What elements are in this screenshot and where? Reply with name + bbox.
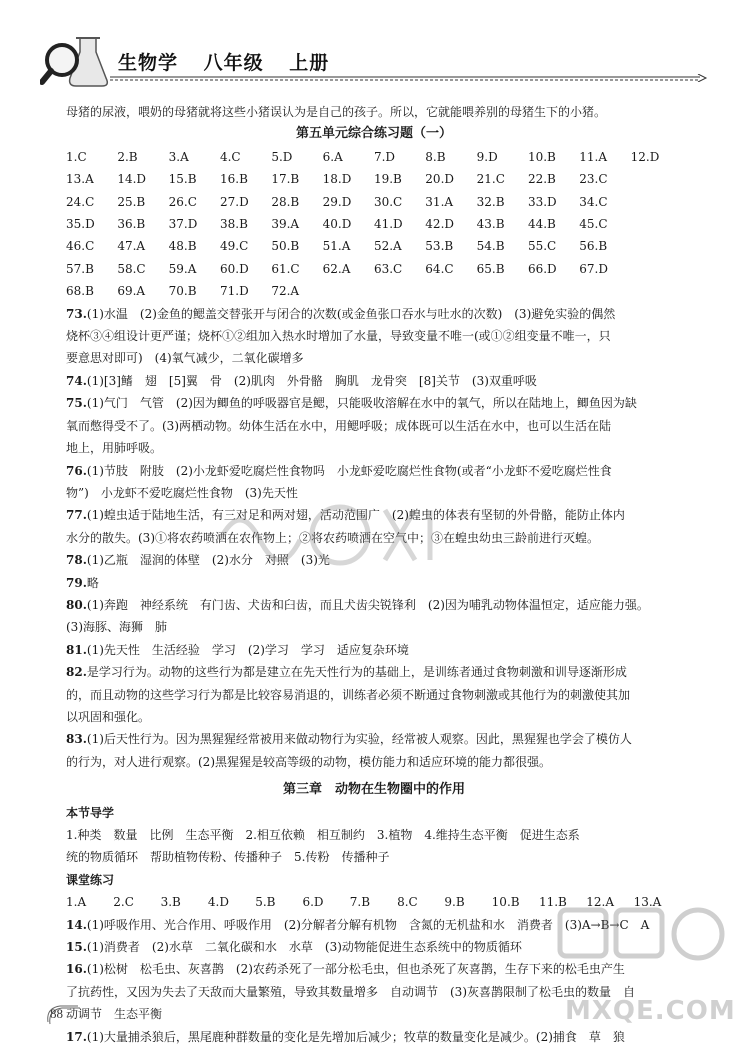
- practice-mc-answer: 9.B: [444, 895, 465, 910]
- answer-text: (1)水温 (2)金鱼的鳃盖交替张开与闭合的次数(或金鱼张口吞水与吐水的次数) (3)避免实验的偶然: [86, 306, 616, 321]
- mc-row: [66, 146, 682, 168]
- answer-line: [66, 325, 682, 347]
- answer-text: 了抗药性，又因为失去了天敌而大量繁殖，导致其数量增多 自动调节 (3)灰喜鹊限制了松毛虫的数量 自: [66, 984, 636, 999]
- answer-text: 氧而憋得受不了。(3)两栖动物。幼体生活在水中，用鳃呼吸；成体既可以生活在水中，也可以生活在陆: [66, 418, 612, 433]
- question-number: 15.: [66, 940, 87, 955]
- answer-line: [66, 303, 682, 325]
- mc-answer: [631, 168, 682, 190]
- mc-answer: 46.C: [66, 239, 95, 254]
- mc-answer: 57.B: [66, 261, 94, 276]
- grade-label: 八年级: [203, 52, 264, 74]
- answer-line: [66, 549, 682, 571]
- answer-line: [66, 347, 682, 369]
- answer-text: 水分的散失。(3)①将农药喷洒在农作物上；②将农药喷洒在空气中；③在蝗虫幼虫三龄前进行灭蝗。: [66, 530, 600, 545]
- answer-line: [66, 437, 682, 459]
- mc-answer: 66.D: [527, 261, 557, 276]
- answer-line: [66, 460, 682, 482]
- header-rule: [110, 74, 710, 82]
- mc-row: [66, 213, 682, 235]
- answer-text: (1)[3]鳍 翅 [5]翼 骨 (2)肌肉 外骨骼 胸肌 龙骨突 [8]关节 (3)双重呼吸: [86, 373, 537, 388]
- mc-row: [66, 168, 682, 190]
- mc-answer: 2.B: [117, 149, 138, 164]
- mc-answer: 1.C: [66, 149, 87, 164]
- mc-answer: 62.A: [322, 261, 351, 276]
- mc-answer: 61.C: [271, 261, 300, 276]
- mc-answer: [323, 280, 374, 302]
- intro-line: 母猪的尿液，喂奶的母猪就将这些小猪误认为是自己的孩子。所以，它就能喂养别的母猪生下的小猪。: [66, 105, 607, 119]
- mc-answer: 70.B: [168, 284, 197, 299]
- answer-text: (1)气门 气管 (2)因为鲫鱼的呼吸器官是鳃，只能吸收溶解在水中的氧气，所以在陆地上，鲫鱼因为缺: [86, 396, 637, 411]
- practice-mc-answer: 8.C: [397, 895, 418, 910]
- mc-answer: 60.D: [219, 261, 249, 276]
- mc-answer: 26.C: [168, 194, 197, 209]
- mc-answer: 10.B: [527, 149, 556, 164]
- answer-text: (1)蝗虫适于陆地生活，有三对足和两对翅，活动范围广 (2)蝗虫的体表有坚韧的外骨骼，能防止体内: [86, 508, 625, 523]
- answer-text: 地上，用肺呼吸。: [66, 441, 163, 456]
- page-header: [0, 0, 744, 96]
- mc-answer: 17.B: [271, 172, 300, 187]
- mc-answer: 47.A: [117, 239, 146, 254]
- answer-text: 的行为，对人进行观察。(2)黑猩猩是较高等级的动物，模仿能力和适应环境的能力都很强。: [66, 754, 552, 769]
- section-title-chapter3: 第三章 动物在生物圈中的作用: [282, 782, 465, 798]
- answer-text: 的，而且动物的这些学习行为都是比较容易消退的，训练者必须不断通过食物刺激或其他行为的刺激使其加: [66, 687, 631, 702]
- volume-label: 上册: [289, 52, 330, 74]
- answer-line: [66, 914, 682, 936]
- mc-answer: 39.A: [271, 217, 300, 232]
- mc-answer: 63.C: [373, 261, 403, 276]
- mc-answer: 18.D: [322, 172, 352, 187]
- mc-answer: 7.D: [373, 149, 396, 164]
- answer-text: 动调节 生态平衡: [66, 1007, 163, 1022]
- mc-row: [66, 191, 682, 213]
- mc-answer: 40.D: [322, 217, 352, 232]
- practice-mc-answer: 6.D: [302, 895, 324, 910]
- mc-answer: 20.D: [425, 172, 455, 187]
- answer-line: [66, 392, 682, 414]
- section-title-unit5: 第五单元综合练习题（一）: [295, 126, 452, 142]
- guide-label: 本节导学: [66, 805, 115, 820]
- mc-answer: 29.D: [322, 194, 352, 209]
- answer-text: (1)大量捕杀狼后，黑尾鹿种群数量的变化是先增加后减少；牧草的数量变化是减少。(2)捕食 草 狼: [86, 1029, 625, 1044]
- mc-answer: 27.D: [219, 194, 249, 209]
- practice-mc-answer: 7.B: [349, 895, 371, 910]
- question-number: 78.: [66, 553, 87, 568]
- question-number: 80.: [66, 597, 87, 612]
- subject-label: 生物学: [118, 52, 179, 74]
- question-number: 74.: [66, 373, 87, 388]
- guide-line: 1.种类 数量 比例 生态平衡 2.相互依赖 相互制约 3.植物 4.维持生态平衡 促进生态系: [66, 828, 580, 842]
- mc-answer: 54.B: [476, 239, 505, 254]
- question-number: 14.: [66, 917, 87, 932]
- mc-answer: [477, 280, 528, 302]
- question-number: 16.: [66, 962, 87, 977]
- mc-answer: 30.C: [373, 194, 403, 209]
- practice-mc-row: [66, 891, 682, 913]
- mc-answer: [631, 280, 682, 302]
- mc-answer: 72.A: [271, 284, 300, 299]
- mc-answer: 32.B: [476, 194, 505, 209]
- mc-answer: 25.B: [117, 194, 146, 209]
- answer-text: 略: [86, 575, 99, 590]
- mc-answer: 5.D: [271, 149, 293, 164]
- answer-line: [66, 728, 682, 750]
- practice-mc-answer: 3.B: [160, 895, 181, 910]
- answer-text: (1)后天性行为。因为黑猩猩经常被用来做动物行为实验，经常被人观察。因此，黑猩猩也学会了模仿人: [86, 732, 632, 747]
- answer-line: [66, 594, 682, 616]
- mc-answer: 48.B: [168, 239, 197, 254]
- mc-answer: [528, 280, 579, 302]
- answer-line: [66, 370, 682, 392]
- mc-answer: 8.B: [425, 149, 446, 164]
- question-number: 82.: [66, 665, 87, 680]
- mc-answer: 69.A: [117, 284, 146, 299]
- answer-text: 物”) 小龙虾不爱吃腐烂性食物 (3)先天性: [66, 485, 298, 500]
- mc-answer: 35.D: [66, 217, 95, 232]
- answer-text: 以巩固和强化。: [66, 709, 151, 724]
- mc-answer: [374, 280, 425, 302]
- mc-answer: [631, 213, 682, 235]
- answer-line: [66, 751, 682, 773]
- answer-line: [66, 527, 682, 549]
- answer-text: (3)海豚、海狮 肺: [66, 620, 167, 635]
- mc-row: [66, 280, 682, 302]
- mc-answer: 24.C: [66, 194, 95, 209]
- book-title: [118, 48, 347, 75]
- practice-mc-answer: 4.D: [207, 895, 229, 910]
- answer-line: [66, 936, 682, 958]
- question-number: 75.: [66, 396, 87, 411]
- mc-answer: 11.A: [579, 149, 608, 164]
- mc-answer: 16.B: [219, 172, 248, 187]
- practice-mc-answer: 13.A: [633, 895, 662, 910]
- mc-answer: 36.B: [117, 217, 146, 232]
- answer-text: (1)松树 松毛虫、灰喜鹊 (2)农药杀死了一部分松毛虫，但也杀死了灰喜鹊，生存下来的松毛虫产生: [86, 962, 625, 977]
- mc-answer: 49.C: [219, 239, 249, 254]
- mc-answer: [631, 191, 682, 213]
- answer-line: [66, 706, 682, 728]
- mc-answer: 64.C: [425, 261, 454, 276]
- magnifier-flask-icon: [40, 30, 112, 94]
- mc-answer: 21.C: [476, 172, 505, 187]
- mc-answer: 12.D: [630, 149, 660, 164]
- question-number: 17.: [66, 1029, 87, 1044]
- mc-answer: [631, 235, 682, 257]
- question-number: 77.: [66, 508, 87, 523]
- question-number: 73.: [66, 306, 87, 321]
- mc-answer: 33.D: [527, 194, 557, 209]
- mc-answer: 22.B: [527, 172, 556, 187]
- answer-text: (1)乙瓶 湿润的体壁 (2)水分 对照 (3)光: [86, 553, 330, 568]
- mc-answer: 28.B: [271, 194, 300, 209]
- answer-line: [66, 482, 682, 504]
- answer-line: [66, 616, 682, 638]
- mc-answer: 68.B: [66, 284, 94, 299]
- practice-mc-answer: 1.A: [66, 895, 87, 910]
- page-number: [50, 1006, 63, 1022]
- answer-line: [66, 415, 682, 437]
- answer-line: [66, 1026, 682, 1048]
- answer-line: [66, 639, 682, 661]
- mc-answer: 59.A: [168, 261, 197, 276]
- practice-mc-answer: 12.A: [586, 895, 615, 910]
- mc-answer: 6.A: [322, 149, 343, 164]
- answer-line: [66, 504, 682, 526]
- mc-answer: 34.C: [579, 194, 608, 209]
- mc-answer: 38.B: [219, 217, 248, 232]
- guide-answers: [66, 824, 682, 869]
- answer-line: [66, 958, 682, 980]
- mc-row: [66, 235, 682, 257]
- answer-line: [66, 684, 682, 706]
- question-number: 79.: [66, 575, 87, 590]
- answer-text: (1)节肢 附肢 (2)小龙虾爱吃腐烂性食物吗 小龙虾爱吃腐烂性食物(或者“小龙虾不爱吃腐烂性食: [86, 463, 612, 478]
- mc-answer: 45.C: [579, 217, 608, 232]
- answer-text: (1)奔跑 神经系统 有门齿、犬齿和臼齿，而且犬齿尖锐锋利 (2)因为哺乳动物体温恒定，适应能力强。: [86, 597, 649, 612]
- mc-answer: [631, 258, 682, 280]
- mc-answer: 50.B: [271, 239, 300, 254]
- mc-row: [66, 258, 682, 280]
- mc-answer: 42.D: [425, 217, 455, 232]
- mc-answer: 41.D: [373, 217, 403, 232]
- answer-text: 要意思对即可) (4)氧气减少，二氧化碳增多: [66, 351, 304, 366]
- practice-answers: [66, 914, 682, 1048]
- mc-answer: 43.B: [476, 217, 505, 232]
- mc-answer: 52.A: [373, 239, 402, 254]
- mc-answer: 15.B: [168, 172, 197, 187]
- mc-answer: 3.A: [168, 149, 189, 164]
- practice-mc-answer: 2.C: [113, 895, 134, 910]
- mc-answer: 67.D: [579, 261, 608, 276]
- answer-line: [66, 572, 682, 594]
- mc-answer: 4.C: [219, 149, 241, 164]
- answer-text: (1)呼吸作用、光合作用、呼吸作用 (2)分解者分解有机物 含氮的无机盐和水 消费者 (3)A→B→C A: [86, 917, 650, 932]
- answer-line: [66, 981, 682, 1003]
- answer-text: (1)消费者 (2)水草 二氧化碳和水 水草 (3)动物能促进生态系统中的物质循环: [86, 940, 522, 955]
- answer-line: [66, 1003, 682, 1025]
- mc-answer: 65.B: [476, 261, 505, 276]
- question-number: 76.: [66, 463, 87, 478]
- page-content: [66, 101, 682, 1048]
- mc-answer: 51.A: [322, 239, 351, 254]
- mc-answer: 13.A: [66, 172, 94, 187]
- written-answers: [66, 303, 682, 774]
- practice-mc-answer: 5.B: [255, 895, 276, 910]
- mc-answer: 37.D: [168, 217, 198, 232]
- mc-answer: 19.B: [373, 172, 402, 187]
- mc-answer: 9.D: [476, 149, 498, 164]
- multiple-choice-answers: [66, 146, 682, 303]
- answer-text: (1)先天性 生活经验 学习 (2)学习 学习 适应复杂环境: [86, 642, 409, 657]
- answer-line: [66, 661, 682, 683]
- question-number: 83.: [66, 732, 87, 747]
- mc-answer: 44.B: [527, 217, 556, 232]
- mc-answer: 23.C: [579, 172, 608, 187]
- watermark-text: MXQE.COM: [565, 996, 736, 1026]
- practice-mc-answer: 11.B: [538, 895, 567, 910]
- mc-answer: 14.D: [117, 172, 147, 187]
- practice-mc-answer: 10.B: [491, 895, 520, 910]
- guide-line: 统的物质循环 帮助植物传粉、传播种子 5.传粉 传播种子: [66, 850, 390, 865]
- mc-answer: 53.B: [425, 239, 454, 254]
- question-number: 81.: [66, 642, 87, 657]
- mc-answer: 55.C: [527, 239, 557, 254]
- mc-answer: 58.C: [117, 261, 146, 276]
- mc-answer: 71.D: [219, 284, 249, 299]
- practice-label: 课堂练习: [66, 872, 115, 887]
- page-number-text: 88: [50, 1006, 63, 1021]
- mc-answer: 31.A: [425, 194, 454, 209]
- answer-text: 是学习行为。动物的这些行为都是建立在先天性行为的基础上，是训练者通过食物刺激和训导逐渐形成: [86, 665, 627, 680]
- answer-text: 烧杯③④组设计更严谨；烧杯①②组加入热水时增加了水量，导致变量不唯一(或①②组变量不唯一，只: [66, 329, 611, 344]
- mc-answer: 56.B: [579, 239, 608, 254]
- mc-answer: [579, 280, 630, 302]
- mc-answer: [425, 280, 476, 302]
